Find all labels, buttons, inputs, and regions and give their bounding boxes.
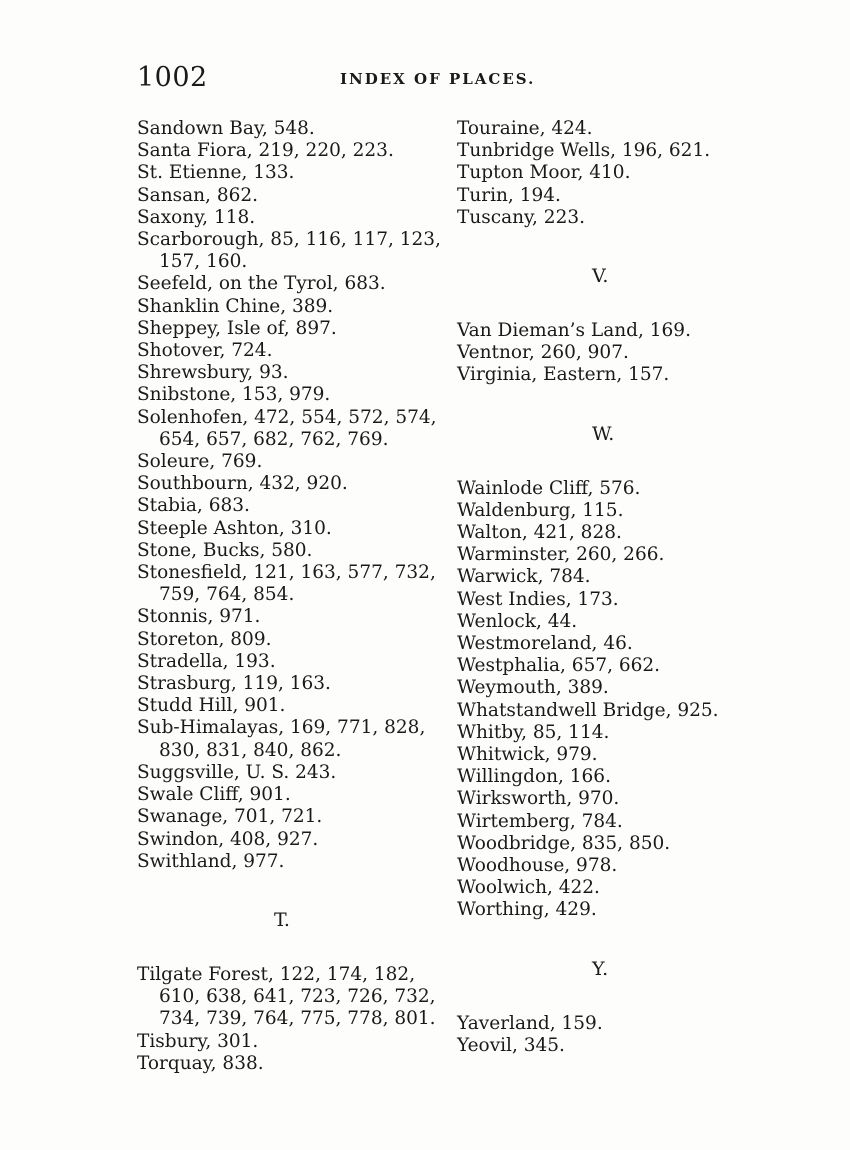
index-entry [137, 784, 447, 806]
index-entry [137, 162, 447, 184]
index-entry [457, 877, 757, 899]
index-entry-text: Whitwick, 979. [457, 744, 598, 766]
index-entry-text: Suggsville, U. S. 243. [137, 761, 337, 783]
index-entry-text: Stradella, 193. [137, 650, 276, 672]
index-entry [137, 851, 447, 873]
index-entry [137, 296, 447, 318]
index-entry [457, 655, 757, 677]
index-entry [137, 1031, 447, 1053]
index-entry [137, 540, 447, 562]
index-entry-text: Weymouth, 389. [457, 677, 609, 699]
index-entry [137, 1053, 447, 1075]
running-title: INDEX OF PLACES. [340, 70, 536, 88]
index-entry-text: Shrewsbury, 93. [137, 362, 289, 384]
index-entry-text: Virginia, Eastern, 157. [457, 364, 670, 386]
index-group-y [457, 1013, 757, 1057]
index-entry [457, 522, 757, 544]
index-entry-text: Sandown Bay, 548. [137, 118, 315, 139]
index-entry-text: Woodbridge, 835, 850. [457, 832, 671, 854]
index-entry [457, 364, 757, 386]
index-entry-text: Woodhouse, 978. [457, 855, 618, 877]
index-entry-text: Westphalia, 657, 662. [457, 655, 661, 677]
index-entry-text: Storeton, 809. [137, 628, 272, 650]
index-entry-text: Swithland, 977. [137, 850, 285, 872]
index-entry-text: Wirtemberg, 784. [457, 810, 623, 832]
index-entry-text: Sansan, 862. [137, 184, 259, 206]
index-entry-text: Tupton Moor, 410. [457, 162, 631, 184]
index-entry-text: Torquay, 838. [137, 1052, 264, 1074]
index-entry [137, 606, 447, 628]
index-entry [457, 633, 757, 655]
index-entry [137, 451, 447, 473]
index-entry-text: Yaverland, 159. [457, 1012, 603, 1034]
index-entry [137, 518, 447, 540]
index-entry-text: Swale Cliff, 901. [137, 784, 291, 806]
index-entry-text: Stonnis, 971. [137, 606, 261, 628]
index-entry [457, 207, 757, 229]
index-entry [137, 495, 447, 517]
index-entry [457, 766, 757, 788]
index-entry-text: Snibstone, 153, 979. [137, 384, 331, 406]
index-entry-text: Waldenburg, 115. [457, 499, 624, 521]
index-entry-text: Yeovil, 345. [457, 1034, 565, 1056]
index-entry [457, 722, 757, 744]
page-number: 1002 [137, 62, 208, 93]
index-entry [137, 340, 447, 362]
index-entry-text: Stabia, 683. [137, 495, 250, 517]
index-entry-text: Worthing, 429. [457, 899, 597, 921]
index-entry-text: Wainlode Cliff, 576. [457, 477, 641, 499]
section-letter-v: V. [592, 265, 609, 288]
index-entry-text: Warwick, 784. [457, 566, 591, 588]
index-entry [457, 677, 757, 699]
index-entry-continuation: 830, 831, 840, 862. [159, 739, 342, 761]
index-entry [457, 544, 757, 566]
index-entry-text: Touraine, 424. [457, 118, 593, 139]
index-entry [137, 806, 447, 828]
index-entry [457, 589, 757, 611]
index-entry [137, 384, 447, 406]
index-entry-text: Tilgate Forest, 122, 174, 182, [137, 963, 416, 985]
index-entry-continuation: 654, 657, 682, 762, 769. [159, 428, 389, 450]
index-entry-text: Stone, Bucks, 580. [137, 539, 313, 561]
index-entry [457, 162, 757, 184]
index-entry-text: West Indies, 173. [457, 588, 619, 610]
index-entry-text: Tunbridge Wells, 196, 621. [457, 140, 711, 162]
index-entry-text: Shotover, 724. [137, 340, 273, 362]
index-entry [137, 473, 447, 495]
index-entry [457, 833, 757, 855]
index-entry-text: Woolwich, 422. [457, 877, 600, 899]
index-entry [457, 185, 757, 207]
index-entry-text: Scarborough, 85, 116, 117, 123, [137, 229, 441, 251]
index-entry-text: Santa Fiora, 219, 220, 223. [137, 140, 394, 162]
index-entry [457, 1035, 757, 1057]
index-entry [457, 342, 757, 364]
index-entry [137, 140, 447, 162]
index-entry [457, 500, 757, 522]
index-entry [137, 185, 447, 207]
index-entry-text: Van Dieman’s Land, 169. [457, 320, 691, 342]
index-entry-text: Wenlock, 44. [457, 610, 578, 632]
index-column-right [457, 118, 757, 1057]
index-entry [137, 829, 447, 851]
index-entry-text: Turin, 194. [457, 184, 561, 206]
index-entry-text: Solenhofen, 472, 554, 572, 574, [137, 406, 437, 428]
index-entry-continuation: 734, 739, 764, 775, 778, 801. [159, 1008, 436, 1030]
index-entry-text: St. Etienne, 133. [137, 162, 295, 184]
index-entry [457, 811, 757, 833]
index-entry [137, 318, 447, 340]
index-entry-text: Soleure, 769. [137, 451, 263, 473]
index-entry [457, 118, 757, 140]
index-entry [457, 140, 757, 162]
index-entry [457, 744, 757, 766]
index-entry-text: Shanklin Chine, 389. [137, 295, 334, 317]
section-letter-w: W. [592, 422, 615, 445]
index-entry [137, 562, 447, 606]
index-entry [137, 362, 447, 384]
index-entry [137, 673, 447, 695]
index-entry [457, 899, 757, 921]
index-group-w [457, 478, 757, 922]
index-entry-text: Tisbury, 301. [137, 1030, 259, 1052]
index-entry-text: Saxony, 118. [137, 206, 256, 228]
index-entry [137, 118, 447, 140]
index-entry [457, 1013, 757, 1035]
index-entry [457, 320, 757, 342]
index-group-s [137, 118, 447, 873]
section-letter-y: Y. [592, 957, 609, 980]
index-entry [137, 273, 447, 295]
index-entry-text: Stonesfield, 121, 163, 577, 732, [137, 562, 436, 584]
index-entry-text: Willingdon, 166. [457, 766, 611, 788]
index-entry-text: Warminster, 260, 266. [457, 544, 665, 566]
index-entry [137, 964, 447, 1031]
index-entry [137, 717, 447, 761]
index-entry [137, 651, 447, 673]
index-entry-continuation: 157, 160. [159, 251, 248, 273]
index-entry [137, 229, 447, 273]
index-entry-text: Southbourn, 432, 920. [137, 473, 348, 495]
index-entry [457, 788, 757, 810]
index-entry-text: Whitby, 85, 114. [457, 721, 610, 743]
index-entry [457, 611, 757, 633]
section-letter-t: T. [274, 908, 290, 931]
index-entry [137, 762, 447, 784]
index-entry-continuation: 610, 638, 641, 723, 726, 732, [159, 986, 436, 1008]
index-entry-text: Seefeld, on the Tyrol, 683. [137, 273, 386, 295]
index-entry-text: Swindon, 408, 927. [137, 828, 319, 850]
index-entry-text: Tuscany, 223. [457, 206, 586, 228]
index-entry [137, 407, 447, 451]
index-entry [137, 629, 447, 651]
index-entry [457, 700, 757, 722]
index-group-t [137, 964, 447, 1075]
index-entry-text: Walton, 421, 828. [457, 522, 622, 544]
index-group-v [457, 320, 757, 387]
index-entry-text: Sheppey, Isle of, 897. [137, 317, 337, 339]
index-entry-text: Ventnor, 260, 907. [457, 342, 629, 364]
index-entry-text: Steeple Ashton, 310. [137, 517, 332, 539]
index-entry-text: Whatstandwell Bridge, 925. [457, 699, 719, 721]
index-group-t-continued [457, 118, 757, 229]
index-entry [137, 207, 447, 229]
index-column-left [137, 118, 447, 1075]
index-entry [457, 478, 757, 500]
index-entry-text: Swanage, 701, 721. [137, 806, 323, 828]
index-entry [457, 855, 757, 877]
index-entry-text: Strasburg, 119, 163. [137, 673, 331, 695]
index-entry [137, 695, 447, 717]
index-entry-text: Wirksworth, 970. [457, 788, 620, 810]
index-entry-text: Studd Hill, 901. [137, 695, 286, 717]
index-entry [457, 566, 757, 588]
index-entry-continuation: 759, 764, 854. [159, 584, 295, 606]
index-entry-text: Westmoreland, 46. [457, 633, 633, 655]
index-entry-text: Sub-Himalayas, 169, 771, 828, [137, 717, 426, 739]
